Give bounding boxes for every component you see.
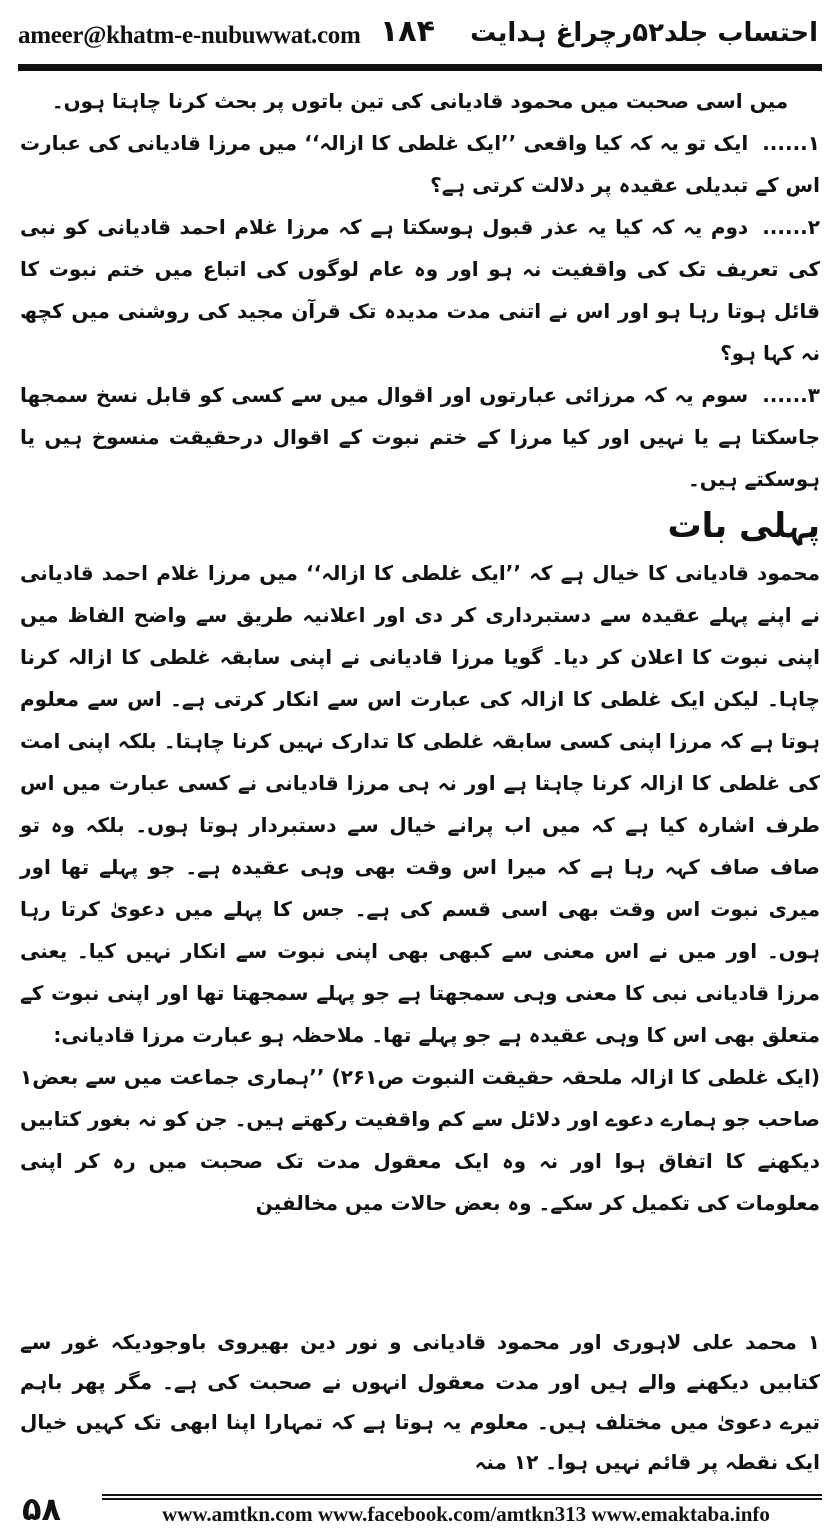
footer-rule xyxy=(102,1494,822,1500)
body-paragraph: محمود قادیانی کا خیال ہے کہ ’’ایک غلطی کا ازالہ‘‘ میں مرزا غلام احمد قادیانی نے اپنے پہلے عقیدہ سے دستبرداری کر دی اور اعلانیہ طریق سے واضح الفاظ میں اپنی نبوت کا اعلان کر دیا۔ گویا مرزا قادیانی نے اپنی سابقہ غلطی کا ازالہ کرنا چاہا۔ لیکن ایک غلطی کا ازالہ کی عبارت اس سے انکار کرتی ہے۔ اس سے معلوم ہوتا ہے کہ مرزا اپنی کسی سابقہ غلطی کا تدارک نہیں کرنا چاہتا۔ بلکہ اپنی امت کی غلطی کا ازالہ کرنا چاہتا ہے اور نہ ہی مرزا قادیانی نے کسی عبارت میں اس طرف اشارہ کیا ہے کہ میں اب پرانے خیال سے دستبردار ہوتا ہوں۔ بلکہ وہ تو صاف صاف کہہ رہا ہے کہ میرا اس وقت بھی وہی عقیدہ ہے۔ جو پہلے تھا اور میری نبوت اس وقت بھی اسی قسم کی ہے۔ جس کا پہلے میں دعویٰ کرتا رہا ہوں۔ اور میں نے اس معنی سے کبھی بھی اپنی نبوت سے انکار نہیں کیا۔ یعنی مرزا قادیانی نبی کا معنی وہی سمجھتا ہے جو پہلے سمجھتا تھا اور اپنی نبوت کے متعلق بھی اس کا وہی عقیدہ ہے جو پہلے تھا۔ ملاحظہ ہو عبارت مرزا قادیانی: xyxy=(20,561,820,1047)
main-text xyxy=(20,80,820,1224)
point-2-number: ۲...... xyxy=(762,215,820,239)
point-1-number: ۱...... xyxy=(762,131,820,155)
page-header xyxy=(18,8,822,60)
page-footer xyxy=(18,1490,822,1534)
point-3 xyxy=(20,374,820,500)
point-1-text: ایک تو یہ کہ کیا واقعی ’’ایک غلطی کا ازالہ‘‘ میں مرزا قادیانی کی عبارت اس کے تبدیلی عقیدہ پر دلالت کرتی ہے؟ xyxy=(20,131,820,197)
quoted-passage: (ایک غلطی کا ازالہ ملحقہ حقیقت النبوت ص۲۶۱) ’’ہماری جماعت میں سے بعض۱ صاحب جو ہمارے دعوے اور دلائل سے کم واقفیت رکھتے ہیں۔ جن کو نہ بغور کتابیں دیکھنے کا اتفاق ہوا اور نہ وہ ایک معقول مدت تک صحبت میں رہ کر اپنی معلومات کی تکمیل کر سکے۔ وہ بعض حالات میں مخالفین xyxy=(20,1065,821,1215)
point-3-number: ۳...... xyxy=(762,383,820,407)
point-3-text: سوم یہ کہ مرزائی عبارتوں اور اقوال میں سے کسی کو قابل نسخ سمجھا جاسکتا ہے یا نہیں اور کیا مرزا کے ختم نبوت کے اقوال درحقیقت منسوخ ہیں یا ہوسکتے ہیں۔ xyxy=(20,383,820,491)
footnote-text: ۱ محمد علی لاہوری اور محمود قادیانی و نور دین بھیروی باوجودیکہ غور سے کتابیں دیکھنے والے ہیں اور مدت معقول انہوں نے صحبت کی ہے۔ مگر پھر باہم تیرے دعویٰ میں مختلف ہیں۔ معلوم یہ ہوتا ہے کہ تمہارا اپنا ابھی تک کہیں خیال ایک نقطہ پر قائم نہیں ہوا۔ ۱۲ منہ xyxy=(20,1330,820,1474)
section-heading: پہلی بات xyxy=(667,506,820,546)
footer-page-number: ۵۸ xyxy=(22,1490,62,1528)
point-2-text: دوم یہ کہ کیا یہ عذر قبول ہوسکتا ہے کہ مرزا غلام احمد قادیانی کو نبی کی تعریف تک کی واقفیت نہ ہو اور وہ عام لوگوں کی اتباع میں ختم نبوت کا قائل ہوتا رہا ہو اور اس نے اتنی مدت مدیدہ تک قرآن مجید کی روشنی میں کچھ نہ کہا ہو؟ xyxy=(20,215,820,365)
header-rule xyxy=(18,64,822,71)
footer-urls: www.amtkn.com www.facebook.com/amtkn313 www.emaktaba.info xyxy=(162,1502,770,1526)
intro-line: میں اسی صحبت میں محمود قادیانی کی تین باتوں پر بحث کرنا چاہتا ہوں۔ xyxy=(51,89,789,113)
point-2 xyxy=(20,206,820,374)
footnote xyxy=(20,1322,820,1482)
header-email: ameer@khatm-e-nubuwwat.com xyxy=(18,22,361,49)
header-page-number: ۱۸۴ xyxy=(380,14,435,49)
point-1 xyxy=(20,122,820,206)
header-series-title: احتساب جلد۵۲رچراغ ہدایت xyxy=(470,18,818,48)
